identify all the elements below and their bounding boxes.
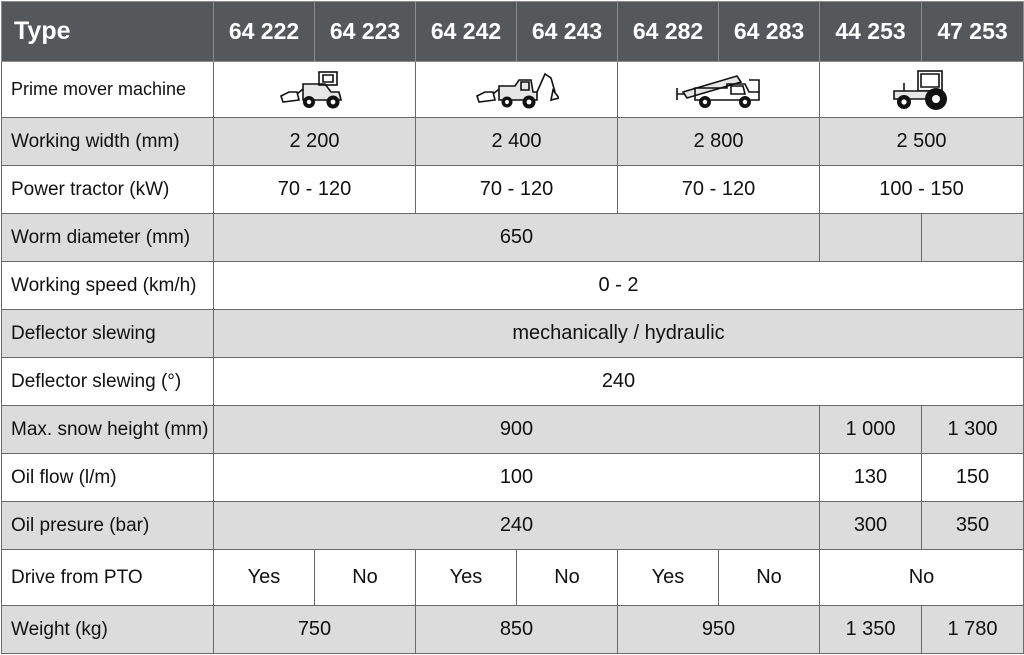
- model-64243-header: 64 243: [517, 2, 618, 62]
- deflector-slewing-degrees-row: [2, 358, 1024, 406]
- deflector-slewing-row: [2, 310, 1024, 358]
- worm-diameter-row: [2, 214, 1024, 262]
- max-snow-height-row: [2, 406, 1024, 454]
- oil-flow-label: Oil flow (l/m): [2, 454, 214, 502]
- weight-value: 1 350: [820, 606, 922, 654]
- max-snow-height-label: Max. snow height (mm): [2, 406, 214, 454]
- working-speed-row: [2, 262, 1024, 310]
- power-tractor-row: [2, 166, 1024, 214]
- model-47253-header: 47 253: [922, 2, 1024, 62]
- working-width-value: 2 200: [214, 118, 416, 166]
- deflector-slewing-degrees-value: 240: [214, 358, 1024, 406]
- deflector-slewing-value: mechanically / hydraulic: [214, 310, 1024, 358]
- weight-value: 1 780: [922, 606, 1024, 654]
- deflector-slewing-degrees-label: Deflector slewing (°): [2, 358, 214, 406]
- drive-from-pto-value: No: [517, 550, 618, 606]
- weight-row: [2, 606, 1024, 654]
- working-width-value: 2 400: [416, 118, 618, 166]
- oil-flow-row: [2, 454, 1024, 502]
- tractor-icon: [890, 69, 954, 111]
- oil-flow-value: 100: [214, 454, 820, 502]
- working-speed-label: Working speed (km/h): [2, 262, 214, 310]
- oil-pressure-value: 240: [214, 502, 820, 550]
- model-64222-header: 64 222: [214, 2, 315, 62]
- telehandler-icon: [675, 70, 763, 110]
- oil-pressure-row: [2, 502, 1024, 550]
- backhoe-loader-cell: [416, 62, 618, 118]
- drive-from-pto-label: Drive from PTO: [2, 550, 214, 606]
- type-header: Type: [2, 2, 214, 62]
- weight-value: 850: [416, 606, 618, 654]
- model-64282-header: 64 282: [618, 2, 719, 62]
- oil-pressure-value: 300: [820, 502, 922, 550]
- specification-table: [1, 1, 1024, 654]
- weight-label: Weight (kg): [2, 606, 214, 654]
- working-width-row: [2, 118, 1024, 166]
- working-speed-value: 0 - 2: [214, 262, 1024, 310]
- wheel-loader-cell: [214, 62, 416, 118]
- model-64283-header: 64 283: [719, 2, 820, 62]
- working-width-label: Working width (mm): [2, 118, 214, 166]
- model-44253-header: 44 253: [820, 2, 922, 62]
- power-tractor-value: 70 - 120: [416, 166, 618, 214]
- power-tractor-value: 70 - 120: [214, 166, 416, 214]
- working-width-value: 2 500: [820, 118, 1024, 166]
- prime-mover-label: Prime mover machine: [2, 62, 214, 118]
- drive-from-pto-value: Yes: [416, 550, 517, 606]
- wheel-loader-icon: [279, 70, 351, 110]
- header-row: [2, 2, 1024, 62]
- deflector-slewing-label: Deflector slewing: [2, 310, 214, 358]
- power-tractor-label: Power tractor (kW): [2, 166, 214, 214]
- oil-flow-value: 130: [820, 454, 922, 502]
- worm-diameter-value: [922, 214, 1024, 262]
- weight-value: 750: [214, 606, 416, 654]
- drive-from-pto-row: [2, 550, 1024, 606]
- backhoe-loader-icon: [475, 70, 559, 110]
- telehandler-cell: [618, 62, 820, 118]
- power-tractor-value: 100 - 150: [820, 166, 1024, 214]
- working-width-value: 2 800: [618, 118, 820, 166]
- worm-diameter-label: Worm diameter (mm): [2, 214, 214, 262]
- oil-pressure-label: Oil presure (bar): [2, 502, 214, 550]
- model-64223-header: 64 223: [315, 2, 416, 62]
- oil-flow-value: 150: [922, 454, 1024, 502]
- max-snow-height-value: 1 000: [820, 406, 922, 454]
- power-tractor-value: 70 - 120: [618, 166, 820, 214]
- oil-pressure-value: 350: [922, 502, 1024, 550]
- worm-diameter-value: [820, 214, 922, 262]
- prime-mover-row: [2, 62, 1024, 118]
- drive-from-pto-value: No: [820, 550, 1024, 606]
- drive-from-pto-value: Yes: [618, 550, 719, 606]
- drive-from-pto-value: No: [315, 550, 416, 606]
- drive-from-pto-value: No: [719, 550, 820, 606]
- max-snow-height-value: 1 300: [922, 406, 1024, 454]
- model-64242-header: 64 242: [416, 2, 517, 62]
- tractor-cell: [820, 62, 1024, 118]
- max-snow-height-value: 900: [214, 406, 820, 454]
- weight-value: 950: [618, 606, 820, 654]
- worm-diameter-value: 650: [214, 214, 820, 262]
- drive-from-pto-value: Yes: [214, 550, 315, 606]
